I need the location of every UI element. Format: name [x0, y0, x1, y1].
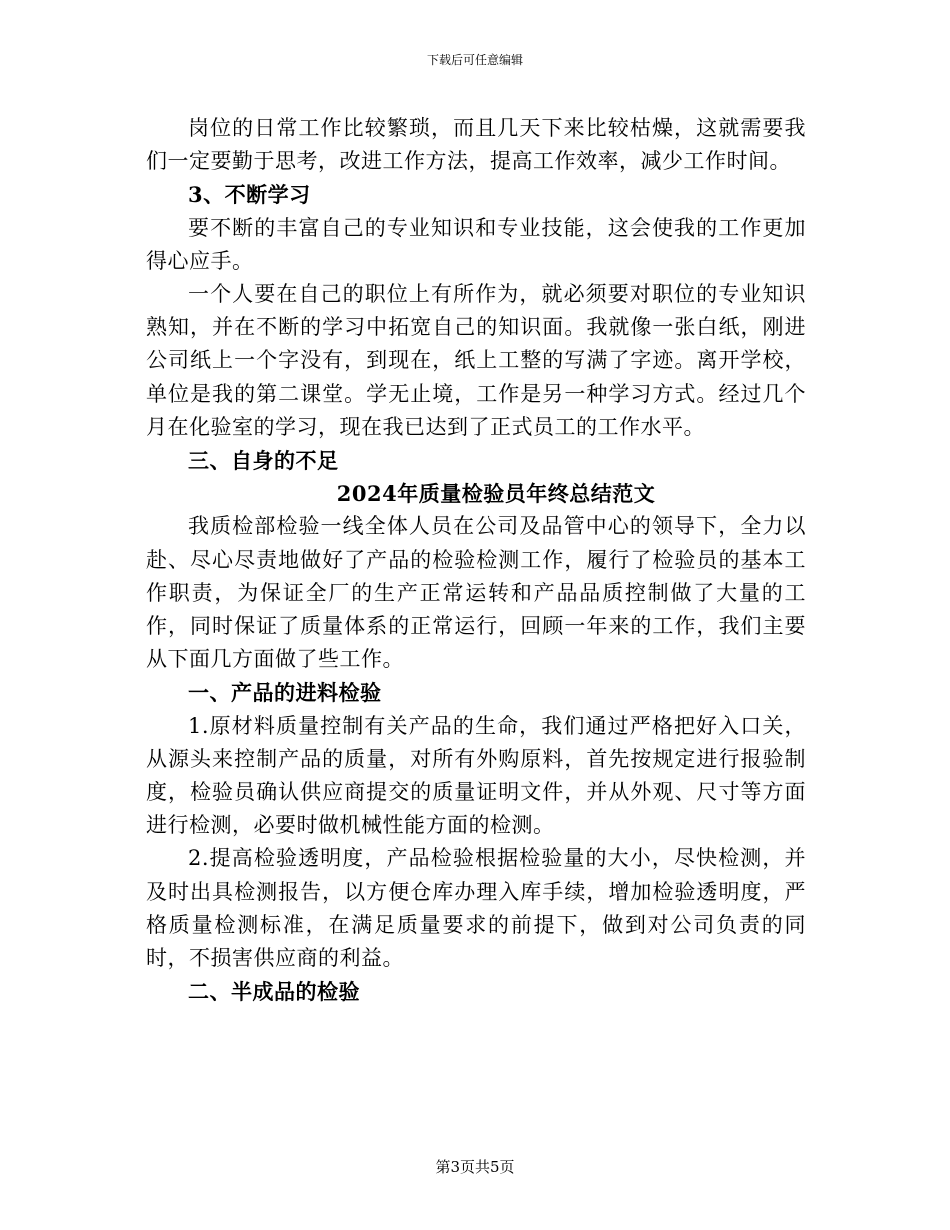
- heading-incoming-inspection: 一、产品的进料检验: [188, 680, 382, 706]
- paragraph-raw-material-control: 1.原材料质量控制有关产品的生命，我们通过严格把好入口关，从源头来控制产品的质量，对所有外购原料，首先按规定进行报验制度，检验员确认供应商提交的质量证明文件，并从外观、尺寸等方面进行检测，必要时做机械性能方面的检测。: [146, 713, 806, 838]
- heading-keep-learning: 3、不断学习: [188, 182, 311, 208]
- page-footer: 第3页共5页: [435, 1158, 515, 1176]
- document-title: 2024年质量检验员年终总结范文: [336, 481, 656, 507]
- heading-semi-finished-inspection: 二、半成品的检验: [188, 979, 360, 1005]
- page-header: 下载后可任意编辑: [426, 53, 523, 67]
- paragraph-inspection-transparency: 2.提高检验透明度，产品检验根据检验量的大小，尽快检测，并及时出具检测报告，以方便仓库办理入库手续，增加检验透明度，严格质量检测标准，在满足质量要求的前提下，做到对公司负责的同时，不损害供应商的利益。: [146, 846, 806, 971]
- heading-shortcomings: 三、自身的不足: [188, 448, 339, 474]
- document-body: [146, 112, 806, 1008]
- paragraph-intro: 我质检部检验一线全体人员在公司及品管中心的领导下，全力以赴、尽心尽责地做好了产品的检验检测工作，履行了检验员的基本工作职责，为保证全厂的生产正常运转和产品品质控制做了大量的工作，同时保证了质量体系的正常运行，回顾一年来的工作，我们主要从下面几方面做了些工作。: [146, 514, 806, 672]
- paragraph-career-growth: 一个人要在自己的职位上有所作为，就必须要对职位的专业知识熟知，并在不断的学习中拓宽自己的知识面。我就像一张白纸，刚进公司纸上一个字没有，到现在，纸上工整的写满了字迹。离开学校，单位是我的第二课堂。学无止境，工作是另一种学习方式。经过几个月在化验室的学习，现在我已达到了正式员工的工作水平。: [146, 282, 806, 439]
- paragraph-job-routine: 岗位的日常工作比较繁琐，而且几天下来比较枯燥，这就需要我们一定要勤于思考，改进工作方法，提高工作效率，减少工作时间。: [146, 116, 806, 174]
- paragraph-enrich-knowledge: 要不断的丰富自己的专业知识和专业技能，这会使我的工作更加得心应手。: [146, 215, 806, 273]
